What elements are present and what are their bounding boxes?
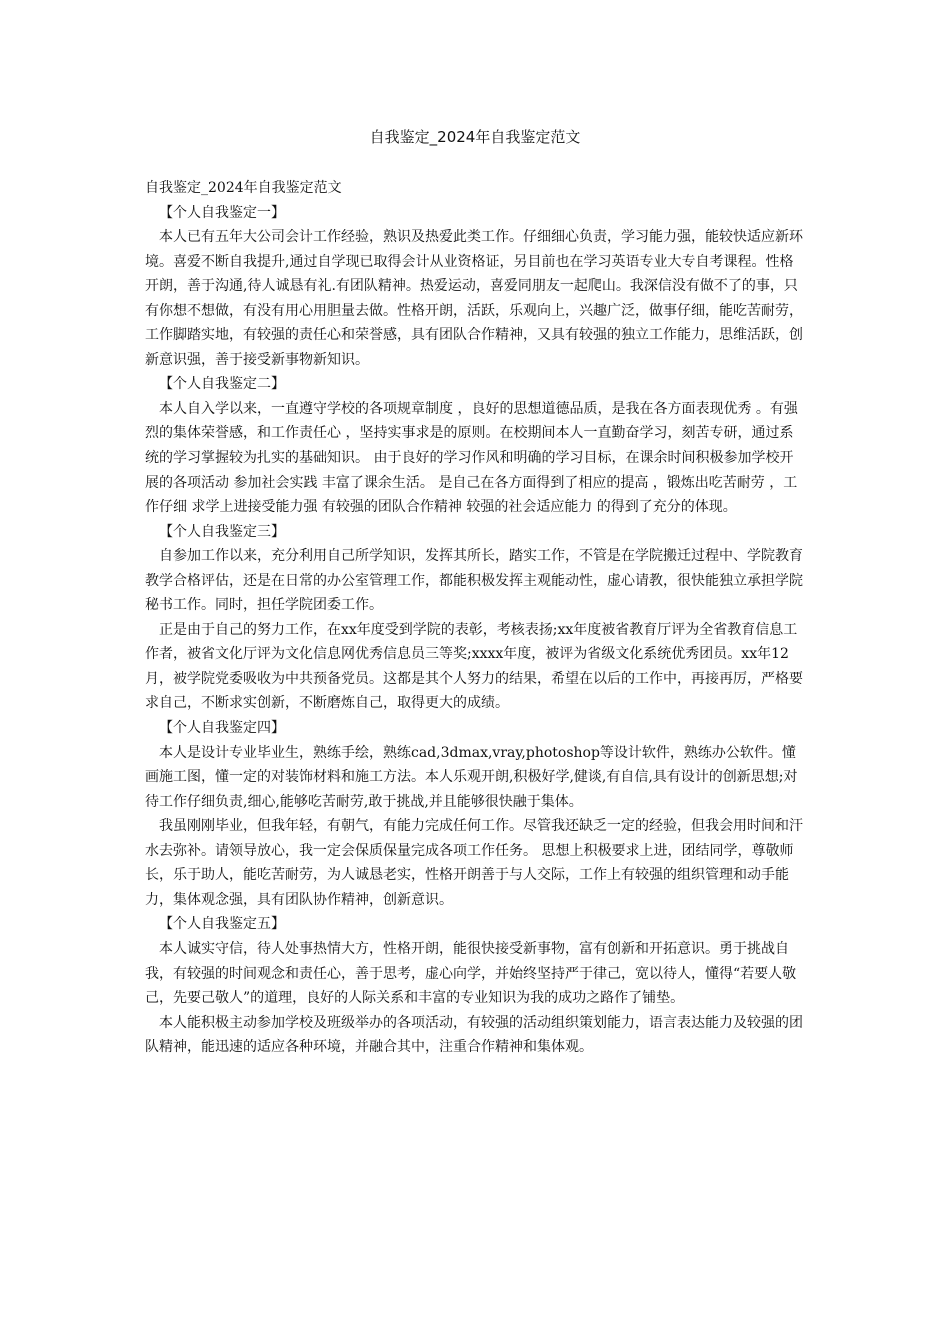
section-4-paragraph-2: 我虽刚刚毕业，但我年轻，有朝气，有能力完成任何工作。尽管我还缺乏一定的经验，但我会用时间和汗水去弥补。请领导放心，我一定会保质保量完成各项工作任务。 思想上积极要求上进，团结同学，尊敬师长，乐于助人，能吃苦耐劳，为人诚恳老实，性格开朗善于与人交际，工作上有较强的组织管理和动手能力，集体观念强，具有团队协作精神，创新意识。 xyxy=(145,818,803,908)
section-heading-4: 【个人自我鉴定四】 xyxy=(159,720,285,737)
section-heading-1: 【个人自我鉴定一】 xyxy=(159,204,285,221)
section-heading-2: 【个人自我鉴定二】 xyxy=(159,376,285,393)
section-heading-5: 【个人自我鉴定五】 xyxy=(159,916,285,933)
section-1-paragraph-1: 本人已有五年大公司会计工作经验，熟识及热爱此类工作。仔细细心负责，学习能力强，能较快适应新环境。喜爱不断自我提升,通过自学现已取得会计从业资格证，另目前也在学习英语专业大专自考课程。性格开朗，善于沟通,待人诚恳有礼.有团队精神。热爱运动，喜爱同朋友一起爬山。我深信没有做不了的事，只有你想不想做，有没有用心用胆量去做。性格开朗，活跃，乐观向上，兴趣广泛，做事仔细，能吃苦耐劳，工作脚踏实地，有较强的责任心和荣誉感，具有团队合作精神，又具有较强的独立工作能力，思维活跃，创新意识强，善于接受新事物新知识。 xyxy=(145,229,803,368)
document-body xyxy=(145,176,807,1060)
section-5-paragraph-2: 本人能积极主动参加学校及班级举办的各项活动，有较强的活动组织策划能力，语言表达能力及较强的团队精神，能迅速的适应各种环境，并融合其中，注重合作精神和集体观。 xyxy=(145,1014,803,1056)
section-3-paragraph-1: 自参加工作以来，充分利用自己所学知识，发挥其所长，踏实工作，不管是在学院搬迁过程中、学院教育教学合格评估，还是在日常的办公室管理工作，都能积极发挥主观能动性，虚心请教，很快能独立承担学院秘书工作。同时，担任学院团委工作。 xyxy=(145,548,803,614)
section-4-paragraph-1: 本人是设计专业毕业生，熟练手绘，熟练cad,3dmax,vray,photoshop等设计软件，熟练办公软件。懂画施工图，懂一定的对装饰材料和施工方法。本人乐观开朗,积极好学,健谈,有自信,具有设计的创新思想;对待工作仔细负责,细心,能够吃苦耐劳,敢于挑战,并且能够很快融于集体。 xyxy=(145,744,798,810)
document-title: 自我鉴定_2024年自我鉴定范文 xyxy=(369,128,581,146)
section-2-paragraph-1: 本人自入学以来，一直遵守学校的各项规章制度 ，良好的思想道德品质，是我在各方面表现优秀 。有强烈的集体荣誉感，和工作责任心 ，坚持实事求是的原则。在校期间本人一直勤奋学习，刻苦专研，通过系统的学习掌握较为扎实的基础知识。 由于良好的学习作风和明确的学习目标，在课余时间积极参加学校开展的各项活动 参加社会实践 丰富了课余生活。 是自己在各方面得到了相应的提高 ，锻炼出吃苦耐劳 ，工作仔细 求学上进接受能力强 有较强的团队合作精神 较强的社会适应能力 的得到了充分的体现。 xyxy=(145,400,798,516)
section-heading-3: 【个人自我鉴定三】 xyxy=(159,523,285,540)
document-subtitle: 自我鉴定_2024年自我鉴定范文 xyxy=(145,180,342,196)
section-3-paragraph-2: 正是由于自己的努力工作，在xx年度受到学院的表彰，考核表扬;xx年度被省教育厅评为全省教育信息工作者，被省文化厅评为文化信息网优秀信息员三等奖;xxxx年度，被评为省级文化系统优秀团员。xx年12月，被学院党委吸收为中共预备党员。这都是其个人努力的结果，希望在以后的工作中，再接再厉，严格要求自己，不断求实创新，不断磨炼自己，取得更大的成绩。 xyxy=(145,621,803,712)
section-5-paragraph-1: 本人诚实守信，待人处事热情大方，性格开朗，能很快接受新事物，富有创新和开拓意识。勇于挑战自我，有较强的时间观念和责任心，善于思考，虚心向学，并始终坚持严于律己，宽以待人，懂得“若要人敬己，先要己敬人”的道理，良好的人际关系和丰富的专业知识为我的成功之路作了铺垫。 xyxy=(145,940,797,1007)
